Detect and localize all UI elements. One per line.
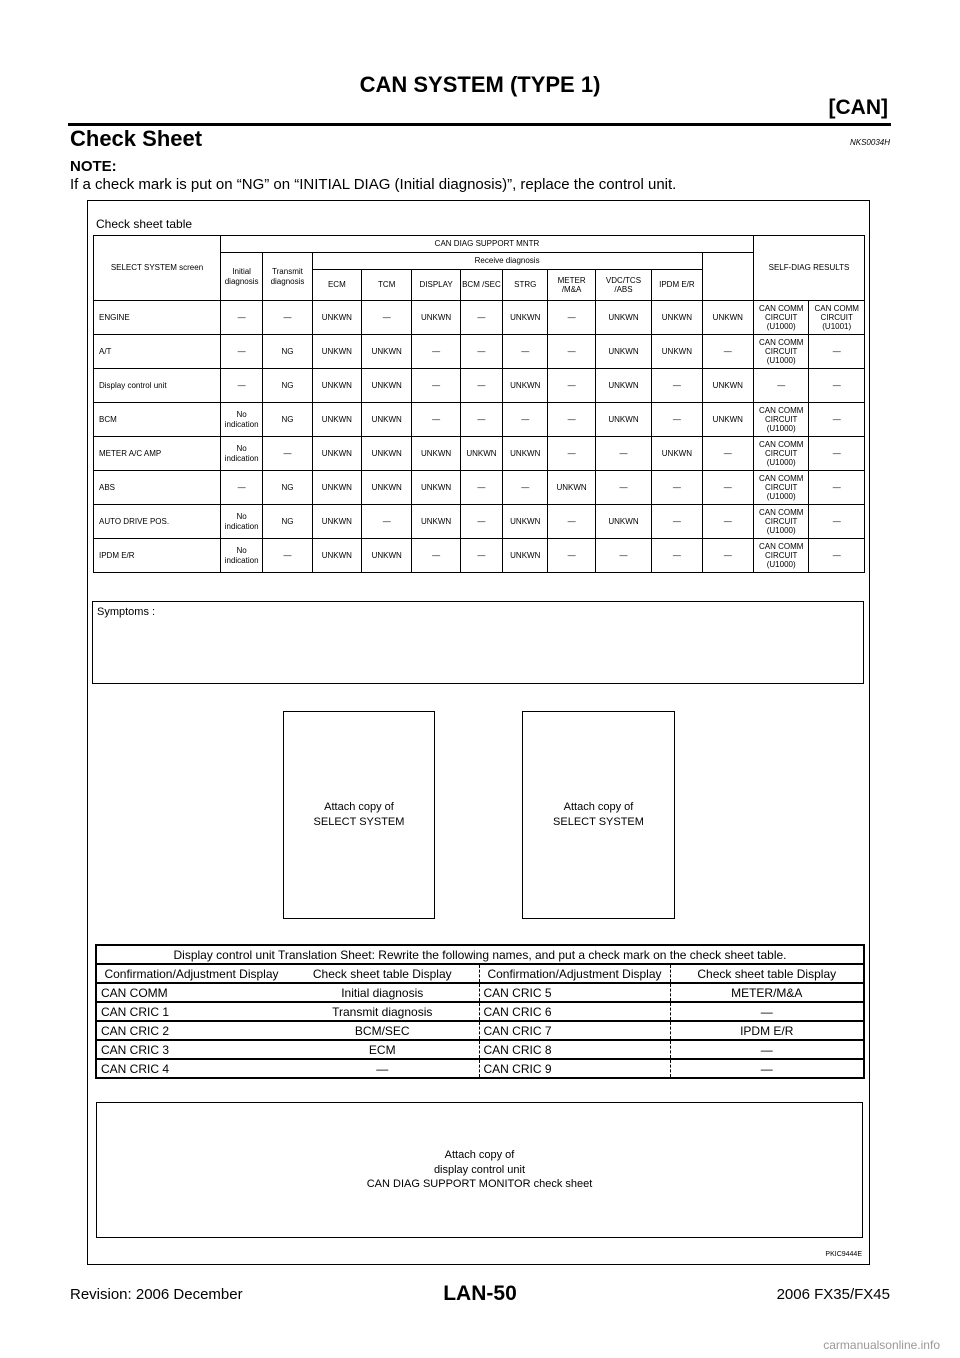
check-cell: CAN COMM CIRCUIT (U1000) <box>753 437 808 471</box>
check-cell: UNKWN <box>595 369 651 403</box>
check-cell: — <box>263 301 312 335</box>
check-cell: — <box>702 437 753 471</box>
translation-title: Display control unit Translation Sheet: Rewrite the following names, and put a check mark on the check sheet table. <box>96 945 864 964</box>
check-cell: NG <box>263 505 312 539</box>
check-cell: UNKWN <box>362 369 412 403</box>
attach-line: Attach copy of <box>324 801 394 814</box>
check-cell: — <box>220 301 262 335</box>
check-sheet-table <box>93 235 865 573</box>
symptoms-label: Symptoms : <box>97 606 156 618</box>
receive-col-header: METER /M&A <box>548 270 595 301</box>
check-sheet-caption: Check sheet table <box>96 217 193 231</box>
check-cell: UNKWN <box>702 301 753 335</box>
translation-col-header: Check sheet table Display <box>670 964 864 983</box>
check-cell: UNKWN <box>312 403 361 437</box>
figure-code: PKIC9444E <box>825 1251 862 1258</box>
translation-cell: BCM/SEC <box>286 1021 479 1040</box>
footer-page-number: LAN-50 <box>443 1282 517 1305</box>
receive-col-header: DISPLAY <box>412 270 460 301</box>
watermark: carmanualsonline.info <box>823 1338 940 1352</box>
receive-col-header: VDC/TCS /ABS <box>595 270 651 301</box>
translation-cell: — <box>286 1059 479 1078</box>
check-cell: — <box>595 539 651 573</box>
select-system-header: SELECT SYSTEM screen <box>94 236 221 301</box>
page-title: CAN SYSTEM (TYPE 1) <box>359 72 601 97</box>
translation-cell: CAN CRIC 9 <box>479 1059 670 1078</box>
check-cell: UNKWN <box>460 437 502 471</box>
translation-cell: ECM <box>286 1040 479 1059</box>
check-cell: — <box>220 369 262 403</box>
check-cell: NG <box>263 369 312 403</box>
ecu-name-cell: A/T <box>94 335 221 369</box>
translation-col-header: Confirmation/Adjustment Display <box>479 964 670 983</box>
attach-select-system-box <box>522 711 675 919</box>
note-label: NOTE: <box>70 158 117 175</box>
check-cell: — <box>460 505 502 539</box>
receive-col-header: ECM <box>312 270 361 301</box>
section-heading: Check Sheet <box>70 126 203 151</box>
translation-sheet-table <box>95 944 865 1079</box>
initial-diag-header: Initial diagnosis <box>220 253 262 301</box>
receive-col-header: STRG <box>503 270 548 301</box>
ecu-name-cell: ENGINE <box>94 301 221 335</box>
check-cell: — <box>362 301 412 335</box>
check-cell: — <box>809 471 865 505</box>
check-cell: — <box>809 335 865 369</box>
check-cell: NG <box>263 471 312 505</box>
translation-cell: CAN CRIC 8 <box>479 1040 670 1059</box>
ecu-name-cell: IPDM E/R <box>94 539 221 573</box>
translation-cell: CAN COMM <box>96 983 286 1002</box>
translation-cell: METER/M&A <box>670 983 864 1002</box>
check-cell: — <box>460 335 502 369</box>
check-cell: — <box>503 471 548 505</box>
check-cell: — <box>503 403 548 437</box>
check-cell: — <box>652 369 702 403</box>
check-cell: UNKWN <box>652 335 702 369</box>
translation-cell: CAN CRIC 5 <box>479 983 670 1002</box>
check-cell: — <box>809 403 865 437</box>
check-cell: UNKWN <box>312 437 361 471</box>
check-cell: NG <box>263 403 312 437</box>
check-cell: UNKWN <box>312 301 361 335</box>
check-cell: — <box>548 301 595 335</box>
check-cell: — <box>702 471 753 505</box>
check-cell: — <box>702 505 753 539</box>
check-cell: CAN COMM CIRCUIT (U1000) <box>753 301 808 335</box>
check-cell: — <box>220 471 262 505</box>
check-cell: CAN COMM CIRCUIT (U1001) <box>809 301 865 335</box>
transmit-diag-header: Transmit diagnosis <box>263 253 312 301</box>
check-sheet-row <box>94 335 865 369</box>
check-cell: No indication <box>220 403 262 437</box>
check-sheet-row <box>94 437 865 471</box>
translation-cell: CAN CRIC 6 <box>479 1002 670 1021</box>
check-cell: CAN COMM CIRCUIT (U1000) <box>753 539 808 573</box>
attach-display-control-box <box>96 1102 863 1238</box>
check-cell: CAN COMM CIRCUIT (U1000) <box>753 471 808 505</box>
check-cell: CAN COMM CIRCUIT (U1000) <box>753 335 808 369</box>
check-cell: — <box>809 369 865 403</box>
check-cell: UNKWN <box>312 471 361 505</box>
can-diag-header: CAN DIAG SUPPORT MNTR <box>220 236 753 253</box>
section-tag: [CAN] <box>828 96 888 119</box>
check-cell: No indication <box>220 539 262 573</box>
check-cell: UNKWN <box>362 539 412 573</box>
receive-diag-header: Receive diagnosis <box>312 253 702 270</box>
receive-col-header: TCM <box>362 270 412 301</box>
check-cell: UNKWN <box>362 403 412 437</box>
translation-cell: IPDM E/R <box>670 1021 864 1040</box>
check-sheet-row <box>94 471 865 505</box>
check-cell: — <box>809 539 865 573</box>
check-cell: — <box>263 437 312 471</box>
check-cell: UNKWN <box>362 471 412 505</box>
translation-row <box>96 1021 864 1040</box>
check-cell: — <box>702 539 753 573</box>
check-cell: — <box>652 505 702 539</box>
check-cell: — <box>595 471 651 505</box>
check-cell: — <box>460 301 502 335</box>
check-cell: UNKWN <box>503 369 548 403</box>
check-cell: UNKWN <box>503 437 548 471</box>
check-cell: NG <box>263 335 312 369</box>
attach-select-system-box <box>283 711 435 919</box>
check-cell: UNKWN <box>503 301 548 335</box>
note-text: If a check mark is put on “NG” on “INITIAL DIAG (Initial diagnosis)”, replace the control unit. <box>70 176 677 193</box>
translation-cell: CAN CRIC 2 <box>96 1021 286 1040</box>
check-cell: UNKWN <box>412 505 460 539</box>
translation-row <box>96 983 864 1002</box>
check-cell: — <box>412 539 460 573</box>
check-sheet-row <box>94 301 865 335</box>
footer-revision: Revision: 2006 December <box>70 1286 243 1303</box>
attach-line: CAN DIAG SUPPORT MONITOR check sheet <box>366 1178 593 1191</box>
attach-line: SELECT SYSTEM <box>313 816 405 828</box>
check-cell: UNKWN <box>412 437 460 471</box>
check-cell: CAN COMM CIRCUIT (U1000) <box>753 403 808 437</box>
check-cell: UNKWN <box>595 301 651 335</box>
check-cell: — <box>652 471 702 505</box>
check-cell: — <box>809 437 865 471</box>
check-cell: No indication <box>220 505 262 539</box>
ecu-name-cell: ABS <box>94 471 221 505</box>
check-cell: UNKWN <box>652 301 702 335</box>
translation-cell: CAN CRIC 1 <box>96 1002 286 1021</box>
check-cell: — <box>652 403 702 437</box>
translation-col-header: Check sheet table Display <box>286 964 479 983</box>
check-cell: — <box>548 335 595 369</box>
attach-line: display control unit <box>433 1163 526 1176</box>
check-cell: — <box>548 505 595 539</box>
translation-row <box>96 1040 864 1059</box>
translation-cell: — <box>670 1040 864 1059</box>
check-cell: — <box>220 335 262 369</box>
check-cell: UNKWN <box>312 505 361 539</box>
attach-line: Attach copy of <box>563 801 634 814</box>
check-cell: UNKWN <box>702 369 753 403</box>
ecu-name-cell: Display control unit <box>94 369 221 403</box>
check-cell: UNKWN <box>412 471 460 505</box>
check-cell: — <box>460 369 502 403</box>
check-cell: — <box>753 369 808 403</box>
translation-row <box>96 1059 864 1078</box>
check-cell: — <box>548 403 595 437</box>
translation-cell: Initial diagnosis <box>286 983 479 1002</box>
self-diag-header: SELF-DIAG RESULTS <box>753 236 864 301</box>
translation-cell: CAN CRIC 7 <box>479 1021 670 1040</box>
check-cell: UNKWN <box>503 505 548 539</box>
check-cell: UNKWN <box>595 335 651 369</box>
ecu-name-cell: METER A/C AMP <box>94 437 221 471</box>
check-cell: — <box>503 335 548 369</box>
check-cell: UNKWN <box>312 539 361 573</box>
check-cell: UNKWN <box>312 369 361 403</box>
check-cell: UNKWN <box>595 505 651 539</box>
translation-col-header: Confirmation/Adjustment Display <box>96 964 286 983</box>
ecu-name-cell: BCM <box>94 403 221 437</box>
translation-cell: Transmit diagnosis <box>286 1002 479 1021</box>
check-cell: — <box>412 369 460 403</box>
check-cell: UNKWN <box>595 403 651 437</box>
check-cell: — <box>412 335 460 369</box>
check-cell: — <box>595 437 651 471</box>
check-cell: No indication <box>220 437 262 471</box>
translation-row <box>96 1002 864 1021</box>
check-cell: — <box>362 505 412 539</box>
translation-cell: CAN CRIC 4 <box>96 1059 286 1078</box>
check-cell: UNKWN <box>362 335 412 369</box>
check-cell: UNKWN <box>548 471 595 505</box>
translation-cell: — <box>670 1059 864 1078</box>
receive-col-header: IPDM E/R <box>652 270 702 301</box>
check-cell: — <box>263 539 312 573</box>
check-cell: UNKWN <box>312 335 361 369</box>
check-cell: — <box>460 471 502 505</box>
check-cell: UNKWN <box>362 437 412 471</box>
check-cell: — <box>548 369 595 403</box>
check-sheet-row <box>94 369 865 403</box>
check-cell: — <box>809 505 865 539</box>
translation-cell: CAN CRIC 3 <box>96 1040 286 1059</box>
attach-line: Attach copy of <box>444 1148 515 1161</box>
attach-line: SELECT SYSTEM <box>553 816 644 828</box>
check-cell: UNKWN <box>702 403 753 437</box>
check-cell: — <box>548 437 595 471</box>
check-cell: — <box>548 539 595 573</box>
check-sheet-row <box>94 403 865 437</box>
ecu-name-cell: AUTO DRIVE POS. <box>94 505 221 539</box>
translation-cell: — <box>670 1002 864 1021</box>
check-cell: — <box>702 335 753 369</box>
check-cell: — <box>412 403 460 437</box>
check-cell: — <box>460 403 502 437</box>
check-sheet-row <box>94 539 865 573</box>
check-cell: UNKWN <box>412 301 460 335</box>
receive-col-header: BCM /SEC <box>460 270 502 301</box>
translation-header-row <box>96 964 864 983</box>
check-cell: CAN COMM CIRCUIT (U1000) <box>753 505 808 539</box>
check-cell: UNKWN <box>503 539 548 573</box>
check-cell: — <box>460 539 502 573</box>
check-sheet-row <box>94 505 865 539</box>
footer-model: 2006 FX35/FX45 <box>776 1286 890 1303</box>
section-code: NKS0034H <box>849 138 890 147</box>
check-cell: — <box>652 539 702 573</box>
symptoms-box <box>92 601 864 684</box>
check-cell: UNKWN <box>652 437 702 471</box>
